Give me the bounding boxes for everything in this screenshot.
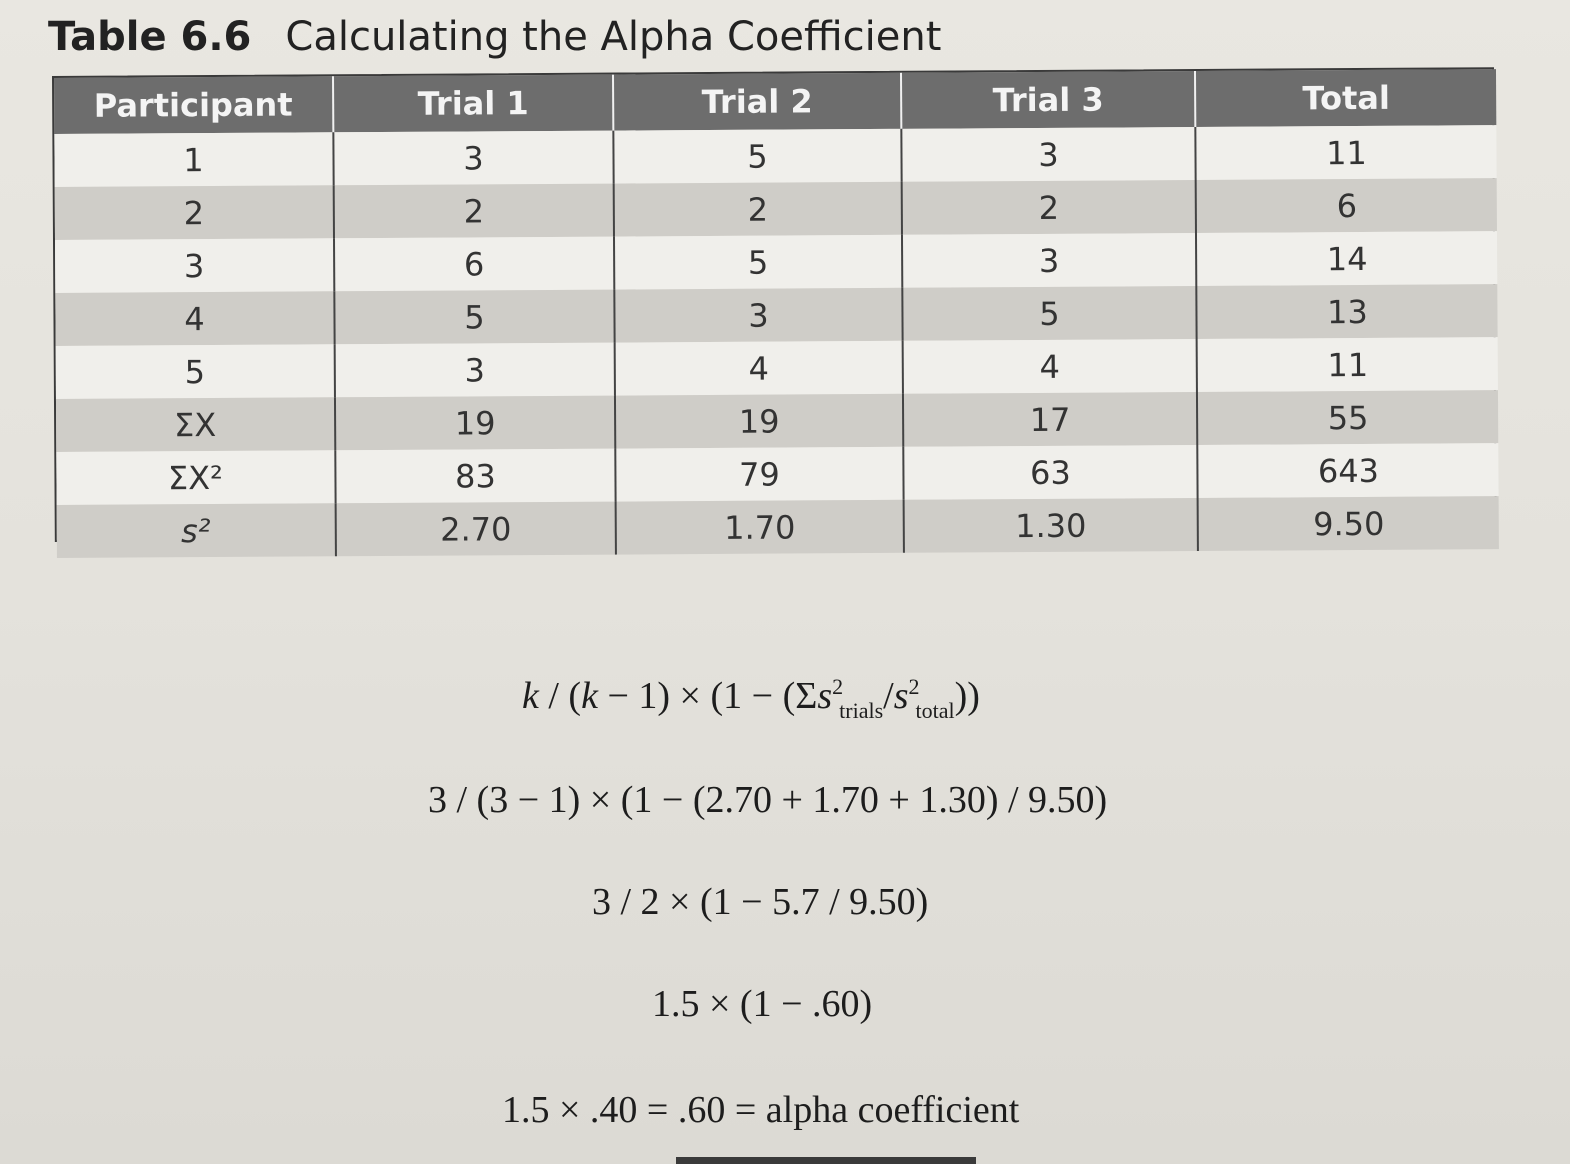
table-row (54, 125, 1496, 187)
cell-trial-3: 63 (903, 445, 1197, 500)
header-trial-3: Trial 3 (901, 71, 1195, 129)
cell-trial-3: 17 (903, 392, 1197, 447)
table-row-variance (57, 496, 1499, 558)
cell-trial-1: 3 (335, 343, 615, 398)
cell-trial-2: 79 (615, 447, 903, 502)
cell-participant: ΣX² (56, 450, 335, 505)
cell-participant: 3 (55, 238, 334, 293)
table-row-sum-squares (56, 443, 1498, 505)
cell-trial-2: 3 (614, 288, 902, 343)
formula-step-2: 1.5 × (1 − .60) (652, 983, 873, 1025)
cell-trial-3: 1.30 (904, 498, 1198, 553)
cell-trial-2: 4 (615, 341, 903, 396)
table-row (55, 178, 1497, 240)
cell-total: 13 (1196, 284, 1497, 339)
header-row (54, 69, 1496, 134)
cell-trial-2: 2 (614, 182, 902, 237)
table-row (56, 337, 1498, 399)
cell-total: 55 (1197, 390, 1498, 445)
cell-trial-1: 2 (334, 184, 614, 239)
cell-trial-3: 3 (901, 127, 1195, 182)
table-caption (48, 14, 941, 60)
cell-trial-1: 19 (335, 396, 615, 451)
table-row-sum (56, 390, 1498, 452)
alpha-table (52, 67, 1497, 550)
cell-trial-1: 83 (335, 449, 615, 504)
page-edge-bar (676, 1157, 976, 1164)
cell-total: 11 (1195, 125, 1496, 180)
cell-trial-3: 5 (902, 286, 1196, 341)
cell-trial-2: 5 (614, 235, 902, 290)
cell-trial-1: 6 (334, 237, 614, 292)
cell-participant: 1 (54, 132, 333, 187)
cell-trial-1: 2.70 (336, 502, 616, 557)
table-number: Table 6.6 (48, 14, 252, 60)
formula-substituted: 3 / (3 − 1) × (1 − (2.70 + 1.70 + 1.30) / 9.50) (428, 779, 1108, 821)
cell-participant: 2 (55, 185, 334, 240)
cell-trial-2: 19 (615, 394, 903, 449)
table-title: Calculating the Alpha Coefficient (285, 14, 942, 60)
cell-trial-2: 1.70 (616, 500, 904, 555)
cell-total: 9.50 (1198, 496, 1499, 551)
header-total: Total (1195, 69, 1496, 127)
cell-participant: 4 (55, 291, 334, 346)
cell-total: 11 (1197, 337, 1498, 392)
cell-trial-3: 2 (902, 180, 1196, 235)
cell-total: 643 (1197, 443, 1498, 498)
cell-participant: ΣX (56, 397, 335, 452)
cell-participant: 5 (56, 344, 335, 399)
cell-total: 6 (1196, 178, 1497, 233)
data-table (54, 69, 1499, 558)
cell-trial-2: 5 (613, 129, 901, 184)
formula-general: $k / (k - 1) \times (1 - (\Sigma s^2_{trials}/s^2_{total}))$ (522, 674, 980, 723)
formula-step-1: 3 / 2 × (1 − 5.7 / 9.50) (592, 881, 929, 923)
table-row (55, 231, 1497, 293)
cell-participant: s² (57, 503, 336, 558)
header-participant: Participant (54, 76, 333, 134)
cell-trial-3: 4 (903, 339, 1197, 394)
header-trial-2: Trial 2 (613, 73, 901, 131)
formula-result: 1.5 × .40 = .60 = alpha coefficient (502, 1089, 1020, 1131)
cell-trial-1: 5 (334, 290, 614, 345)
header-trial-1: Trial 1 (333, 75, 613, 133)
cell-total: 14 (1196, 231, 1497, 286)
cell-trial-1: 3 (333, 131, 613, 186)
cell-trial-3: 3 (902, 233, 1196, 288)
table-row (55, 284, 1497, 346)
